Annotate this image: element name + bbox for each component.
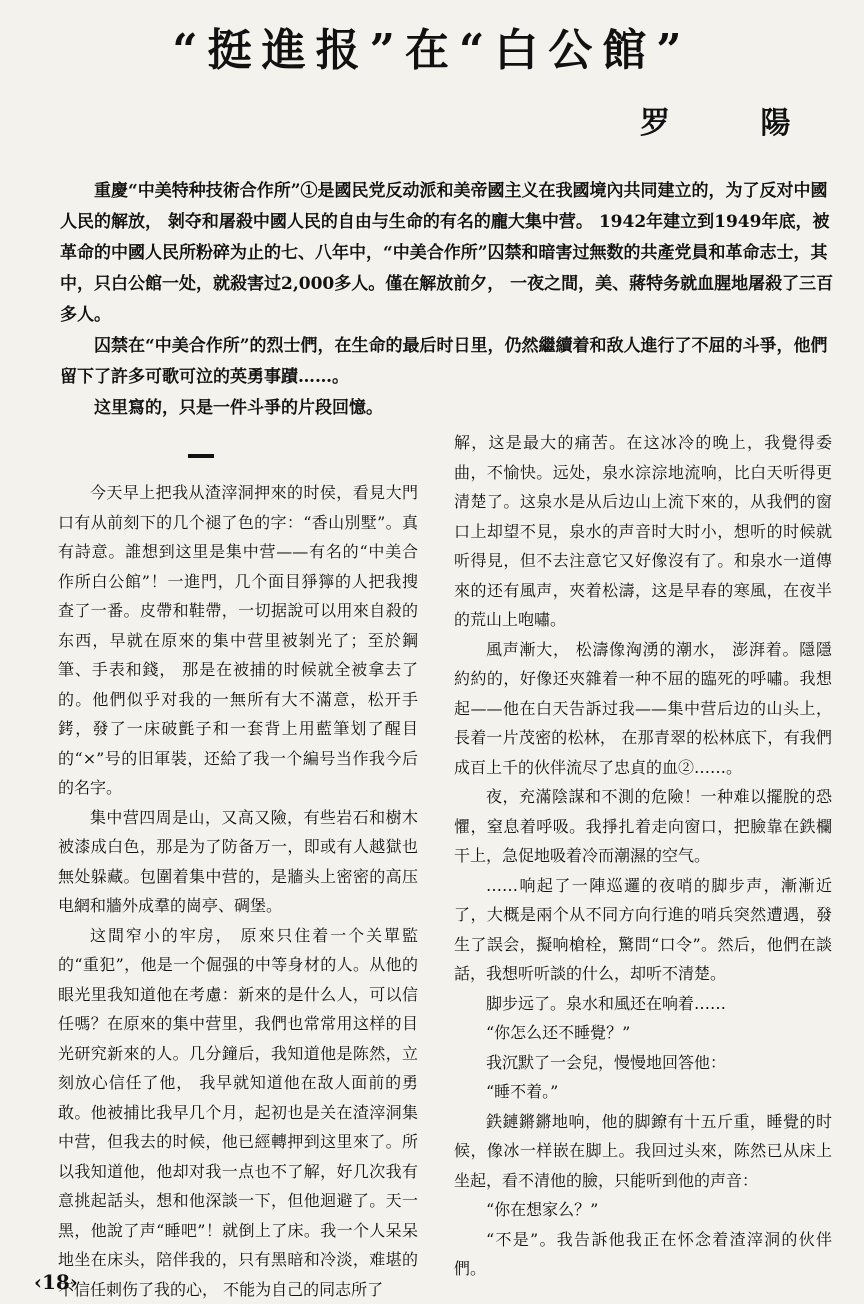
body-paragraph: ……响起了一陣巡邏的夜哨的脚步声，漸漸近了，大概是兩个从不同方向行進的哨兵突然遭遇，發生了誤会，擬响槍栓，驚問“口令”。然后，他們在談話，我想听听談的什么，却听不清楚。 [454, 871, 832, 989]
section-number [188, 454, 214, 458]
intro-paragraph: 重慶“中美特种技術合作所”①是國民党反动派和美帝國主义在我國境內共同建立的，为了反对中國人民的解放， 剝夺和屠殺中國人民的自由与生命的有名的龐大集中营。 1942年建立到1949年底，被革命的中國人民所粉碎为止的七、八年中，“中美合作所”囚禁和暗害过無数的共產党員和革命志士，其中，只白公館一处，就殺害过2,000多人。僅在解放前夕， 一夜之間，美、蔣特务就血腥地屠殺了三百多人。 [60, 176, 840, 331]
body-paragraph: “睡不着。” [454, 1077, 832, 1107]
body-paragraph: “你在想家么？” [454, 1195, 832, 1225]
body-paragraph: 夜，充滿陰謀和不測的危險！一种难以擺脫的恐懼，窒息着呼吸。我掙扎着走向窗口，把臉靠在鉄欄干上，急促地吸着冷而潮濕的空气。 [454, 782, 832, 871]
intro-paragraph: 这里寫的，只是一件斗爭的片段回憶。 [60, 393, 840, 424]
author-name: 罗 陽 [640, 98, 830, 142]
intro-paragraph: 囚禁在“中美合作所”的烈士們，在生命的最后时日里，仍然繼續着和敌人進行了不屈的斗爭，他們留下了許多可歌可泣的英勇事蹟……。 [60, 331, 840, 393]
intro-block [60, 176, 840, 424]
body-paragraph: 解，这是最大的痛苦。在这冰冷的晚上，我覺得委曲，不愉快。远处，泉水淙淙地流响，比白天听得更清楚了。这泉水是从后边山上流下來的，从我們的窗口上却望不見，泉水的声音时大时小，想听的时候就听得見，但不去注意它又好像沒有了。和泉水一道傳來的还有風声，夾着松濤，这是早春的寒風，在夜半的荒山上咆嘯。 [454, 428, 832, 635]
article-title: “挺進报”在“白公館” [0, 14, 864, 78]
body-paragraph: 今天早上把我从渣滓洞押來的时侯，看見大門口有从前刻下的几个褪了色的字：“香山別墅”。真有詩意。誰想到这里是集中营——有名的“中美合作所白公館”！一進門，几个面目猙獰的人把我搜查了一番。皮帶和鞋帶，一切据說可以用來自殺的东西，早就在原來的集中营里被剝光了；至於鋼筆、手表和錢， 那是在被捕的时候就全被拿去了的。他們似乎对我的一無所有大不滿意，松开手銬，發了一床破氈子和一套背上用藍筆划了醒目的“×”号的旧軍裝，还給了我一个編号当作我今后的名字。 [58, 478, 418, 803]
body-paragraph: 脚步远了。泉水和風还在响着…… [454, 989, 832, 1019]
body-paragraph: “不是”。我告訴他我正在怀念着渣滓洞的伙伴們。 [454, 1225, 832, 1284]
page-number: ‹18› [34, 1270, 78, 1294]
body-paragraph: “你怎么还不睡覺？” [454, 1018, 832, 1048]
body-paragraph: 鉄鏈鏘鏘地响，他的脚鐐有十五斤重，睡覺的时候，像冰一样嵌在脚上。我回过头來，陈然已从床上坐起，看不清他的臉，只能听到他的声音： [454, 1107, 832, 1196]
body-paragraph: 我沉默了一会兒，慢慢地回答他： [454, 1048, 832, 1078]
body-paragraph: 風声漸大， 松濤像洶湧的潮水， 澎湃着。隱隱約約的，好像还夾雜着一种不屈的臨死的呼嘯。我想起——他在白天告訴过我——集中营后边的山头上， 長着一片茂密的松林， 在那青翠的松林底下，有我們成百上千的伙伴流尽了忠貞的血②……。 [454, 635, 832, 783]
left-column [58, 478, 418, 1258]
body-paragraph: 集中营四周是山，又高又險，有些岩石和樹木被漆成白色，那是为了防备万一，即或有人越獄也無处躲藏。包圍着集中营的，是牆头上密密的高压电網和牆外成羣的崗亭、碉堡。 [58, 803, 418, 921]
right-column [454, 428, 832, 1276]
body-paragraph: 这間窄小的牢房， 原來只住着一个关單監的“重犯”，他是一个倔强的中等身材的人。从他的眼光里我知道他在考慮：新來的是什么人，可以信任嗎？在原來的集中营里，我們也常常用这样的目光研究新來的人。几分鐘后，我知道他是陈然，立刻放心信任了他， 我早就知道他在敌人面前的勇敢。他被捕比我早几个月，起初也是关在渣滓洞集中营，但我去的时候，他已經轉押到这里來了。所以我知道他，他却对我一点也不了解，好几次我有意挑起話头，想和他深談一下，但他迴避了。天一黑，他說了声“睡吧”！就倒上了床。我一个人呆呆地坐在床头，陪伴我的，只有黑暗和冷淡，难堪的不信任刺伤了我的心， 不能为自己的同志所了 [58, 921, 418, 1304]
